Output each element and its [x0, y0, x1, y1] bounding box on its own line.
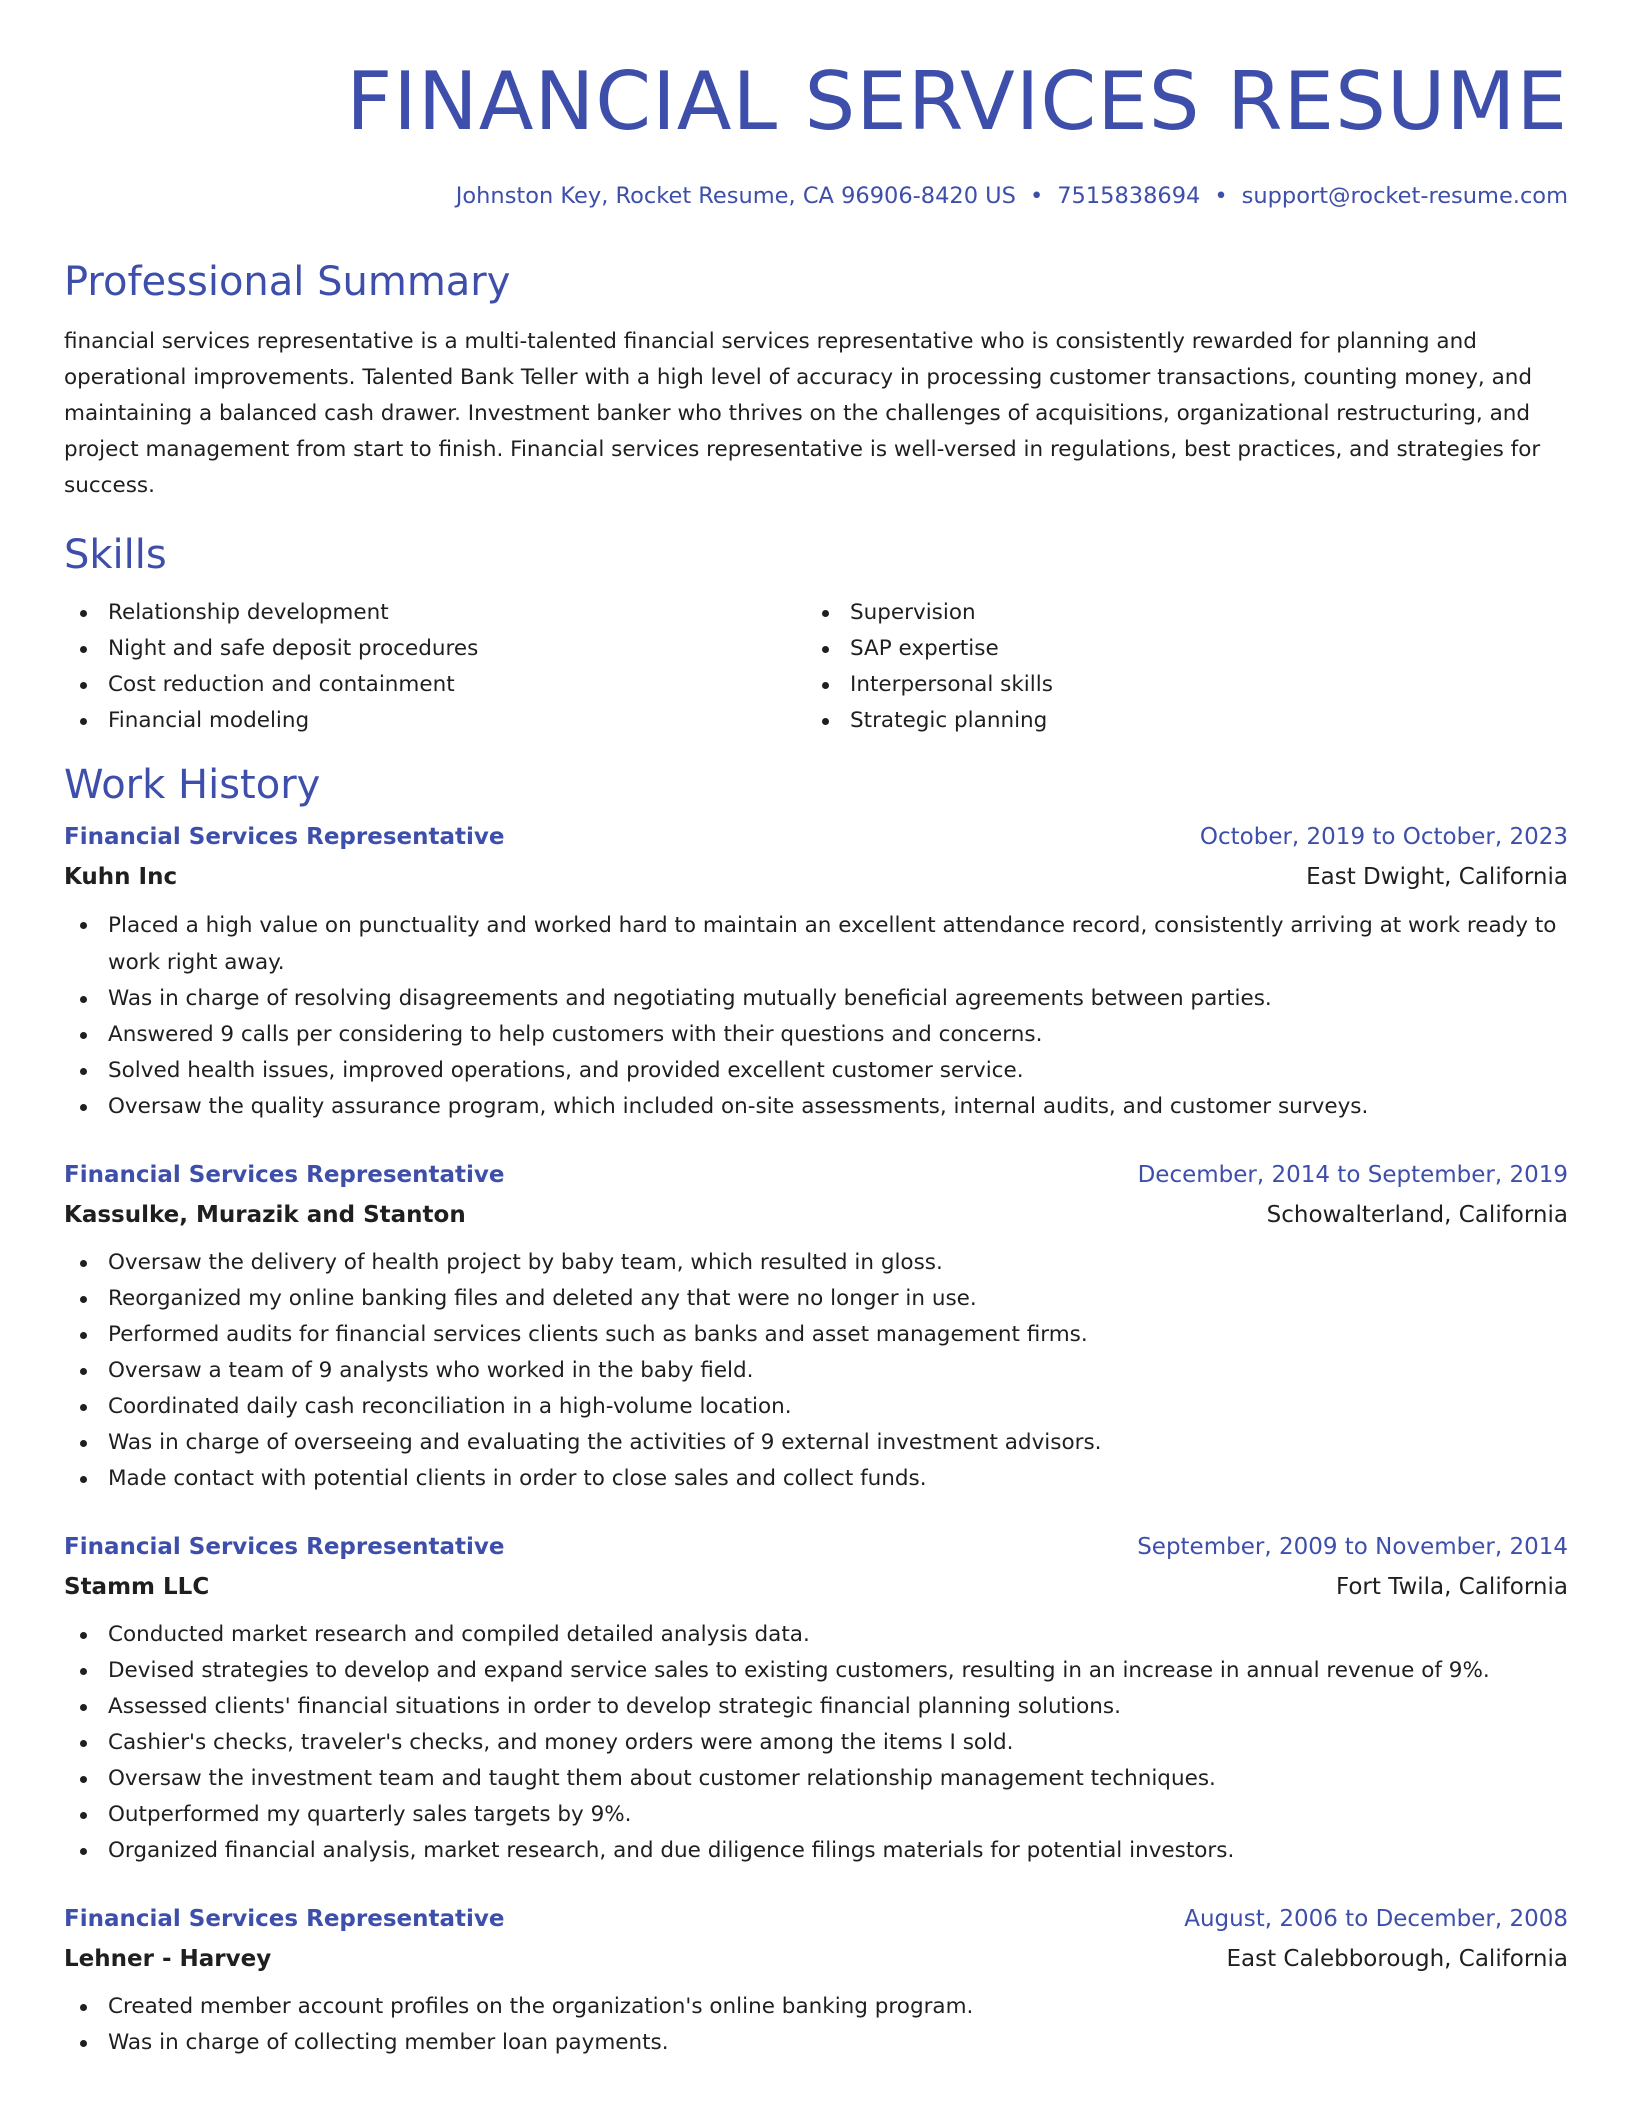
- skills-list: [64, 595, 1568, 739]
- resume-header: [64, 0, 1568, 212]
- job-company-row: [64, 1567, 1568, 1607]
- job-bullet: Devised strategies to develop and expand service sales to existing customers, resulting in an increase in annual revenue of 9%.: [64, 1653, 1568, 1689]
- job-header-row: [64, 1527, 1568, 1567]
- job-dates: December, 2014 to September, 2019: [1137, 1162, 1568, 1188]
- job-entry: [64, 1155, 1568, 1497]
- job-company-row: [64, 857, 1568, 897]
- job-company: Kassulke, Murazik and Stanton: [64, 1202, 466, 1228]
- job-header-row: [64, 1899, 1568, 1939]
- job-entry: [64, 817, 1568, 1125]
- job-bullets: [64, 1617, 1568, 1869]
- job-bullet: Assessed clients' financial situations in order to develop strategic financial planning solutions.: [64, 1689, 1568, 1725]
- job-title: Financial Services Representative: [64, 1534, 505, 1560]
- job-bullet: Was in charge of resolving disagreements and negotiating mutually beneficial agreements between parties.: [64, 981, 1568, 1017]
- job-bullets: [64, 907, 1568, 1125]
- job-bullet: Solved health issues, improved operations, and provided excellent customer service.: [64, 1053, 1568, 1089]
- skill-item: Relationship development: [64, 595, 806, 631]
- job-dates: September, 2009 to November, 2014: [1137, 1534, 1568, 1560]
- job-location: East Calebborough, California: [1226, 1946, 1568, 1972]
- skill-item: SAP expertise: [806, 631, 1548, 667]
- job-company: Kuhn Inc: [64, 864, 178, 890]
- job-bullet: Placed a high value on punctuality and worked hard to maintain an excellent attendance record, consistently arriving at work ready to work right away.: [64, 907, 1568, 981]
- work-history-heading: Work History: [64, 762, 321, 808]
- job-header-row: [64, 1155, 1568, 1195]
- job-dates: October, 2019 to October, 2023: [1199, 824, 1568, 850]
- job-bullet: Oversaw the quality assurance program, which included on-site assessments, internal audits, and customer surveys.: [64, 1089, 1568, 1125]
- skill-item: Supervision: [806, 595, 1548, 631]
- job-title: Financial Services Representative: [64, 1162, 505, 1188]
- job-bullet: Created member account profiles on the organization's online banking program.: [64, 1989, 1568, 2025]
- skill-item: Financial modeling: [64, 703, 806, 739]
- contact-separator: •: [1029, 183, 1044, 209]
- job-title: Financial Services Representative: [64, 1906, 505, 1932]
- job-company: Stamm LLC: [64, 1574, 210, 1600]
- job-entry: [64, 1527, 1568, 1869]
- job-bullet: Was in charge of overseeing and evaluating the activities of 9 external investment advisors.: [64, 1425, 1568, 1461]
- job-bullet: Oversaw a team of 9 analysts who worked in the baby field.: [64, 1353, 1568, 1389]
- skill-item: Strategic planning: [806, 703, 1548, 739]
- job-company: Lehner - Harvey: [64, 1946, 272, 1972]
- job-location: Fort Twila, California: [1335, 1574, 1568, 1600]
- job-location: Schowalterland, California: [1266, 1202, 1568, 1228]
- skills-heading: Skills: [64, 532, 167, 578]
- job-bullet: Organized financial analysis, market research, and due diligence filings materials for potential investors.: [64, 1833, 1568, 1869]
- skill-item: Night and safe deposit procedures: [64, 631, 806, 667]
- job-bullet: Coordinated daily cash reconciliation in a high-volume location.: [64, 1389, 1568, 1425]
- skill-item: Cost reduction and containment: [64, 667, 806, 703]
- job-bullets: [64, 1245, 1568, 1497]
- contact-line: [64, 180, 1568, 212]
- resume-title: FINANCIAL SERVICES RESUME: [346, 55, 1568, 148]
- contact-phone: 7515838694: [1057, 183, 1201, 209]
- skills-column-right: [806, 595, 1548, 739]
- skills-column-left: [64, 595, 806, 739]
- job-bullet: Reorganized my online banking files and deleted any that were no longer in use.: [64, 1281, 1568, 1317]
- summary-heading: Professional Summary: [64, 259, 511, 305]
- job-bullet: Outperformed my quarterly sales targets by 9%.: [64, 1797, 1568, 1833]
- job-bullet: Cashier's checks, traveler's checks, and money orders were among the items I sold.: [64, 1725, 1568, 1761]
- job-entry: [64, 1899, 1568, 2061]
- job-bullet: Performed audits for financial services clients such as banks and asset management firms.: [64, 1317, 1568, 1353]
- job-header-row: [64, 817, 1568, 857]
- job-title: Financial Services Representative: [64, 824, 505, 850]
- job-bullet: Oversaw the investment team and taught them about customer relationship management techniques.: [64, 1761, 1568, 1797]
- job-company-row: [64, 1195, 1568, 1235]
- contact-separator: •: [1214, 183, 1228, 209]
- job-bullet: Made contact with potential clients in order to close sales and collect funds.: [64, 1461, 1568, 1497]
- job-bullet: Conducted market research and compiled detailed analysis data.: [64, 1617, 1568, 1653]
- summary-text: financial services representative is a multi-talented financial services representative who is consistently rewarded for planning and operational improvements. Talented Bank Teller with a high level of accuracy in processing customer transactions, counting money, and maintaining a balanced cash drawer. Investment banker who thrives on the challenges of acquisitions, organizational restructuring, and project management from start to finish. Financial services representative is well-versed in regulations, best practices, and strategies for success.: [64, 329, 1541, 498]
- contact-address: Johnston Key, Rocket Resume, CA 96906-8420 US: [455, 183, 1016, 209]
- job-bullet: Oversaw the delivery of health project by baby team, which resulted in gloss.: [64, 1245, 1568, 1281]
- job-bullet: Was in charge of collecting member loan payments.: [64, 2025, 1568, 2061]
- job-dates: August, 2006 to December, 2008: [1184, 1906, 1568, 1932]
- job-bullets: [64, 1989, 1568, 2061]
- skill-item: Interpersonal skills: [806, 667, 1548, 703]
- job-bullet: Answered 9 calls per considering to help customers with their questions and concerns.: [64, 1017, 1568, 1053]
- job-company-row: [64, 1939, 1568, 1979]
- job-location: East Dwight, California: [1306, 864, 1568, 890]
- contact-email: support@rocket-resume.com: [1241, 183, 1568, 209]
